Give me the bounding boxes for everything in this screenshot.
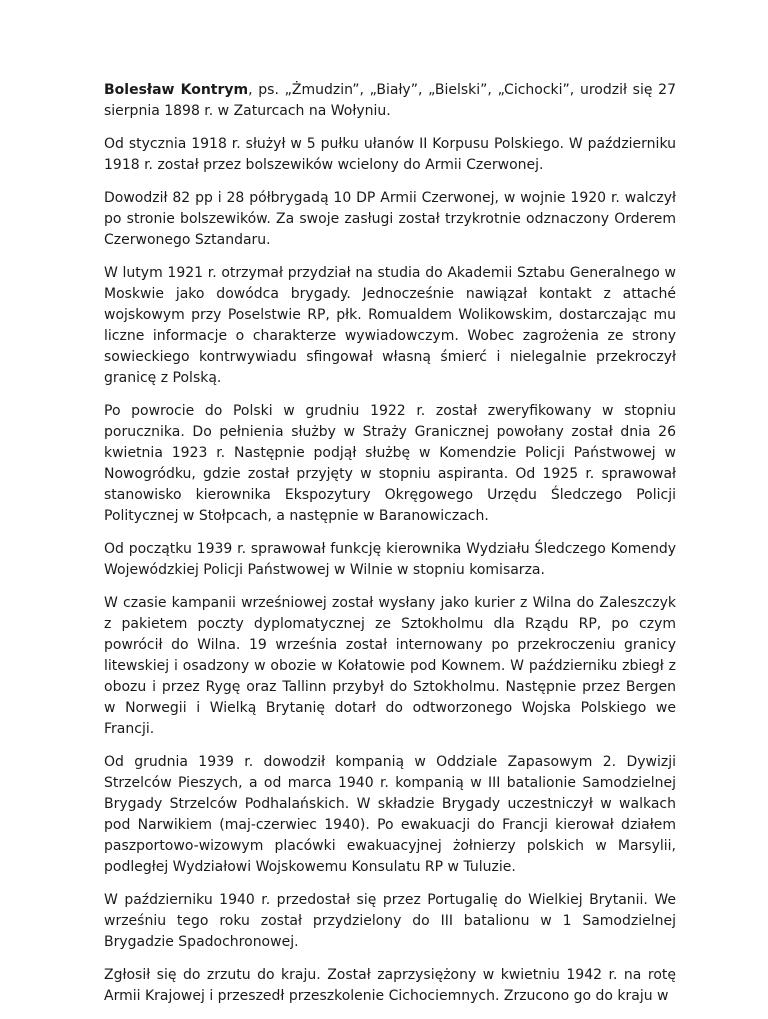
- intro-paragraph: [104, 80, 676, 122]
- subject-name: Bolesław Kontrym: [104, 82, 249, 98]
- paragraph-wilno-police: Od początku 1939 r. sprawował funkcję kierownika Wydziału Śledczego Komendy Wojewódzkiej Policji Państwowej w Wilnie w stopniu komisarza.: [104, 541, 676, 578]
- paragraph-france-narvik: Od grudnia 1939 r. dowodził kompanią w Oddziale Zapasowym 2. Dywizji Strzelców Pieszych, a od marca 1940 r. kompanią w III batalionie Samodzielnej Brygady Strzelców Podhalańskich. W składzie Brygady uczestniczył w walkach pod Narwikiem (maj-czerwiec 1940). Po ewakuacji do Francji kierował działem paszportowo-wizowym placówki ewakuacyjnej żołnierzy polskich w Marsylii, podległej Wydziałowi Wojskowemu Konsulatu RP w Tuluzie.: [104, 754, 676, 875]
- paragraph-great-britain: W październiku 1940 r. przedostał się przez Portugalię do Wielkiej Brytanii. We wrześniu tego roku został przydzielony do III batalionu w 1 Samodzielnej Brygadzie Spadochronowej.: [104, 892, 676, 950]
- intro-text: , ps. „Żmudzin”, „Biały”, „Bielski”, „Cichocki”, urodził się 27 sierpnia 1898 r. w Zaturcach na Wołyniu.: [104, 82, 676, 119]
- paragraph-military-service-1918: Od stycznia 1918 r. służył w 5 pułku ułanów II Korpusu Polskiego. W październiku 1918 r. został przez bolszewików wcielony do Armii Czerwonej.: [104, 136, 676, 173]
- document-body: [104, 80, 676, 1019]
- paragraph-moscow-academy: W lutym 1921 r. otrzymał przydział na studia do Akademii Sztabu Generalnego w Moskwie jako dowódca brygady. Jednocześnie nawiązał kontakt z attaché wojskowym przy Poselstwie RP, płk. Romualdem Wolikowskim, dostarczając mu liczne informacje o charakterze wywiadowczym. Wobec zagrożenia ze strony sowieckiego kontrwywiadu sfingował własną śmierć i nielegalnie przekroczył granicę z Polską.: [104, 265, 676, 386]
- paragraph-cichociemni: Zgłosił się do zrzutu do kraju. Został zaprzysiężony w kwietniu 1942 r. na rotę Armii Krajowej i przeszedł przeszkolenie Cichociemnych. Zrzucono go do kraju w: [104, 967, 676, 1004]
- paragraph-return-to-poland: Po powrocie do Polski w grudniu 1922 r. został zweryfikowany w stopniu porucznika. Do pełnienia służby w Straży Granicznej powołany został dnia 26 kwietnia 1923 r. Następnie podjął służbę w Komendzie Policji Państwowej w Nowogródku, gdzie został przyjęty w stopniu aspiranta. Od 1925 r. sprawował stanowisko kierownika Ekspozytury Okręgowego Urzędu Śledczego Policji Politycznej w Stołpcach, a następnie w Baranowiczach.: [104, 403, 676, 524]
- paragraph-red-army-command: Dowodził 82 pp i 28 półbrygadą 10 DP Armii Czerwonej, w wojnie 1920 r. walczył po stronie bolszewików. Za swoje zasługi został trzykrotnie odznaczony Orderem Czerwonego Sztandaru.: [104, 190, 676, 248]
- paragraph-september-campaign: W czasie kampanii wrześniowej został wysłany jako kurier z Wilna do Zaleszczyk z pakietem poczty dyplomatycznej ze Sztokholmu dla Rządu RP, po czym powrócił do Wilna. 19 września został internowany po przekroczeniu granicy litewskiej i osadzony w obozie w Kołatowie pod Kownem. W październiku zbiegł z obozu i przez Rygę oraz Tallinn przybył do Sztokholmu. Następnie przez Bergen w Norwegii i Wielką Brytanię dotarł do odtworzonego Wojska Polskiego we Francji.: [104, 595, 676, 737]
